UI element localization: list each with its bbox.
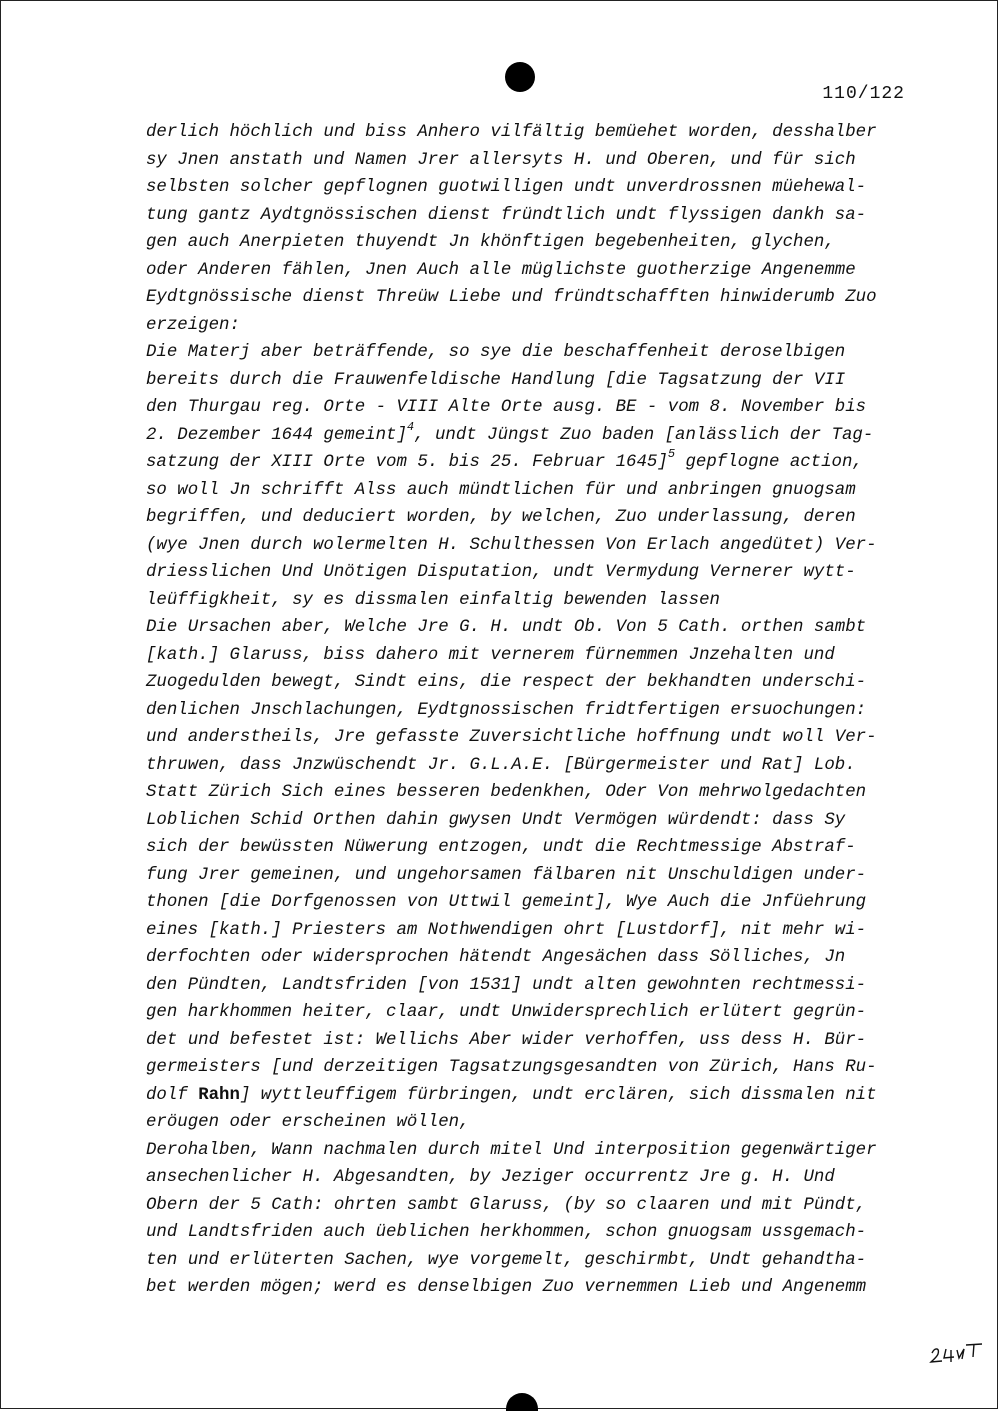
- text-line: eröugen oder erscheinen wöllen,: [146, 1113, 470, 1132]
- text-line: bet werden mögen; werd es denselbigen Zuo vernemmen Lieb und Angenemm: [146, 1278, 867, 1297]
- text-line: (wye Jnen durch wolermelten H. Schulthessen Von Erlach angedütet) Ver-: [146, 535, 877, 555]
- text-line: det und befestet ist: Wellichs Aber wider verhoffen, uss dess H. Bür-: [146, 1030, 867, 1050]
- text-line: fung Jrer gemeinen, und ungehorsamen fälbaren nit Unschuldigen under-: [146, 865, 867, 885]
- text-line: thruwen, dass Jnzwüschendt Jr. G.L.A.E. [Bürgermeister und Rat] Lob.: [146, 755, 856, 775]
- text-line: begriffen, und deduciert worden, by welchen, Zuo underlassung, deren: [146, 508, 856, 527]
- bold-name: Rahn: [198, 1085, 240, 1105]
- text-line: oder Anderen fählen, Jnen Auch alle müglichste guotherzige Angenemme: [146, 260, 856, 280]
- text-line: sich der bewüssten Nüwerung entzogen, undt die Rechtmessige Abstraf-: [146, 838, 856, 857]
- text-line: ten und erlüterten Sachen, wye vorgemelt, geschirmbt, Undt gehandtha-: [146, 1250, 867, 1270]
- text-line: erzeigen:: [146, 315, 240, 335]
- footnote-ref: 5: [667, 447, 676, 462]
- text-line: bereits durch die Frauwenfeldische Handlung [die Tagsatzung der VII: [146, 370, 846, 390]
- text-line: gen auch Anerpieten thuyendt Jn khönftigen begebenheiten, glychen,: [146, 233, 835, 252]
- text-line: germeisters [und derzeitigen Tagsatzungsgesandten von Zürich, Hans Ru-: [146, 1058, 877, 1077]
- text-line: so woll Jn schrifft Alss auch mündtlichen für und anbringen gnuogsam: [146, 480, 856, 500]
- text-line: Zuogedulden bewegt, Sindt eins, die respect der bekhandten underschi-: [146, 673, 867, 692]
- text-line: Loblichen Schid Orthen dahin gwysen Undt Vermögen würdendt: dass Sy: [146, 810, 846, 830]
- text-line: sy Jnen anstath und Namen Jrer allersyts H. und Oberen, und für sich: [146, 150, 856, 170]
- punch-hole-top: [505, 62, 535, 92]
- body-text: [146, 119, 916, 1302]
- text-line: selbsten solcher gepflognen guotwilligen undt unverdrossnen müehewal-: [146, 178, 867, 197]
- text-line: satzung der XIII Orte vom 5. bis 25. Februar 1645]$^5$ gepflogne action,: [146, 447, 863, 472]
- text-line: und anderstheils, Jre gefasste Zuversichtliche hoffnung undt woll Ver-: [146, 728, 877, 747]
- text-line: Die Materj aber beträffende, so sye die beschaffenheit deroselbigen: [146, 343, 846, 362]
- text-line: den Thurgau reg. Orte - VIII Alte Orte ausg. BE - vom 8. November bis: [146, 398, 867, 417]
- text-line: Eydtgnössische dienst Threüw Liebe und fründtschafften hinwiderumb Zuo: [146, 288, 877, 307]
- text-line: Statt Zürich Sich eines besseren bedenkhen, Oder Von mehrwolgedachten: [146, 783, 867, 802]
- text-line: tung gantz Aydtgnössischen dienst fründtlich undt flyssigen dankh sa-: [146, 205, 867, 225]
- text-line: Obern der 5 Cath: ohrten sambt Glaruss, (by so claaren und mit Pündt,: [146, 1195, 867, 1215]
- text-line: Derohalben, Wann nachmalen durch mitel Und interposition gegenwärtiger: [146, 1140, 877, 1160]
- footnote-ref: 4: [406, 419, 415, 434]
- text-line: Die Ursachen aber, Welche Jre G. H. undt Ob. Von 5 Cath. orthen sambt: [146, 618, 867, 637]
- text-line: dolf Rahn] wyttleuffigem fürbringen, undt erclären, sich dissmalen nit: [146, 1085, 877, 1105]
- text-line: ansechenlicher H. Abgesandten, by Jeziger occurrentz Jre g. H. Und: [146, 1168, 835, 1187]
- text-line: leüffigkheit, sy es dissmalen einfaltig bewenden lassen: [146, 590, 720, 610]
- text-line: eines [kath.] Priesters am Nothwendigen ohrt [Lustdorf], nit mehr wi-: [146, 920, 867, 940]
- text-line: gen harkhommen heiter, claar, undt Unwidersprechlich erlütert gegrün-: [146, 1003, 867, 1022]
- text-line: und Landtsfriden auch üeblichen herkhommen, schon gnuogsam ussgemach-: [146, 1223, 867, 1242]
- text-line: derfochten oder widersprochen hätendt Angesächen dass Sölliches, Jn: [146, 948, 846, 967]
- page-number: 110/122: [822, 84, 905, 104]
- text-line: [kath.] Glaruss, biss dahero mit vernerem fürnemmen Jnzehalten und: [146, 645, 835, 665]
- text-line: den Pündten, Landtsfriden [von 1531] undt alten gewohnten rechtmessi-: [146, 975, 867, 995]
- archive-mark: [928, 1340, 984, 1369]
- text-line: driesslichen Und Unötigen Disputation, undt Vermydung Vernerer wytt-: [146, 563, 856, 582]
- text-line: derlich höchlich und biss Anhero vilfältig bemüehet worden, desshalber: [146, 123, 877, 142]
- text-line: thonen [die Dorfgenossen von Uttwil gemeint], Wye Auch die Jnfüehrung: [146, 893, 867, 912]
- handwritten-245-mark: [928, 1340, 984, 1364]
- text-line: denlichen Jnschlachungen, Eydtgnossischen fridtfertigen ersuochungen:: [146, 700, 867, 720]
- text-line: 2. Dezember 1644 gemeint]$^4$, undt Jüngst Zuo baden [anlässlich der Tag-: [146, 419, 874, 445]
